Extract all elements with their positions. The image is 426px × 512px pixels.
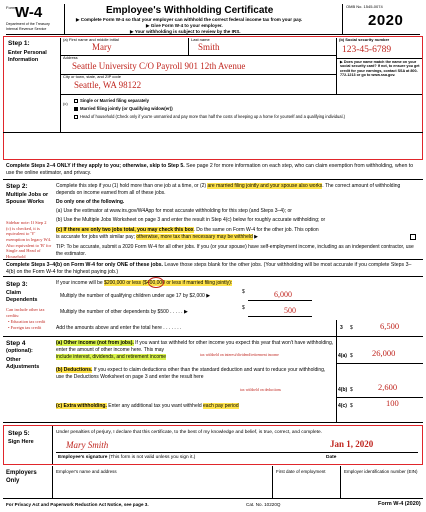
irs-label: Internal Revenue Service xyxy=(6,26,47,31)
step4c-highlight-2: each pay period xyxy=(203,403,239,409)
step3-sub: Claim Dependents xyxy=(6,290,38,304)
step2-label: Step 2: xyxy=(6,183,28,190)
step2-option-c xyxy=(56,227,418,241)
step2-p1b: . The correct amount of withholding depends on income earned from all of these jobs. xyxy=(56,183,401,196)
step3-mult-children: Multiply the number of qualifying children under age 17 by $2,000 ▶ xyxy=(60,293,211,299)
intro-steps-2-4 xyxy=(6,163,420,177)
step2-option-b: (b) Use the Multiple Jobs Worksheet on page 3 and enter the result in Step 4(c) below for roughly accurate withholding; or xyxy=(56,217,326,223)
step3-add-total: Add the amounts above and enter the total here . . . . . . . xyxy=(56,325,182,331)
opt-single-label: Single or Married filing separately xyxy=(80,98,150,104)
ssn-note: ▶ Does your name match the name on your social security card? If not, to ensure you get credit for your earnings, contact SSA at 800-772-1213 or go to www.ssa.gov. xyxy=(340,60,420,78)
step2-c2a: is accurate for jobs with similar pay; xyxy=(56,234,137,240)
step4c-dollar: $ xyxy=(350,403,353,409)
step1-sub: Enter Personal Information xyxy=(8,50,47,64)
ssn-field[interactable]: 123-45-6789 xyxy=(342,45,392,55)
step5-sub: Sign Here xyxy=(8,439,34,445)
address-field[interactable]: Seattle University C/O Payroll 901 12th Avenue xyxy=(72,61,246,71)
line-4a-number: 4(a) xyxy=(338,353,347,359)
department: Department of the Treasury xyxy=(6,22,50,26)
or-circle xyxy=(148,277,164,288)
line-4b-number: 4(b) xyxy=(338,387,348,393)
step4c-field[interactable]: 100 xyxy=(386,398,399,408)
children-amount-field[interactable]: 6,000 xyxy=(274,290,292,299)
step2-c-highlight: (c) If there are only two jobs total, you may check this box xyxy=(56,227,194,233)
step3-dollar-1: $ xyxy=(242,289,245,295)
checkbox-single[interactable] xyxy=(74,99,78,103)
header-line-2: ▶ Give Form W-4 to your employer. xyxy=(146,23,223,28)
header-line-1: ▶ Complete Form W-4 so that your employer can withhold the correct federal income tax from your pay. xyxy=(76,17,303,22)
step2-c-rest: . Do the same on Form W-4 for the other job. This option xyxy=(193,227,319,233)
line-4c-number: 4(c) xyxy=(338,403,347,409)
form-footer: Form W-4 (2020) xyxy=(378,501,421,507)
form-number: W-4 xyxy=(15,4,43,21)
step3-total-field[interactable]: 6,500 xyxy=(380,321,400,331)
filing-status-c: (c) xyxy=(63,101,68,106)
date-label: Date xyxy=(326,455,337,460)
form-header xyxy=(6,4,420,34)
employers-only-label: Employers Only xyxy=(6,470,37,484)
step4a-rest: If you want tax withheld for other income you expect this year that won't have withholding, enter the amount of other income here. This may xyxy=(56,340,334,353)
step4b-dollar: $ xyxy=(350,387,353,393)
ein-label: Employer identification number (EIN) xyxy=(344,469,418,474)
last-name-field[interactable]: Smith xyxy=(198,42,220,52)
step4b-field[interactable]: 2,600 xyxy=(378,382,398,392)
intro24-bold: Complete Steps 2–4 ONLY if they apply to you; otherwise, skip to Step 5. xyxy=(6,163,185,169)
step3-bullet-2: • Foreign tax credit xyxy=(8,325,42,330)
opt-hoh-label: Head of household (Check only if you're unmarried and pay more than half the costs of keeping up a home for yourself and a qualifying individual.) xyxy=(80,114,345,120)
step2-c2-highlight: otherwise, more tax than necessary may be withheld xyxy=(136,234,253,240)
omb-number: OMB No. 1545-0074 xyxy=(346,4,383,9)
step4a-text xyxy=(56,340,334,361)
first-date-label: First date of employment xyxy=(276,469,326,474)
step2-intro xyxy=(56,183,418,197)
ssn-label: (b) Social security number xyxy=(339,37,390,42)
step4a-highlight-2: include interest, dividends, and retirement income xyxy=(56,354,167,360)
step2-c2b: ▶ xyxy=(252,234,258,240)
step4b-highlight: (b) Deductions. xyxy=(56,367,93,373)
step2-tip: TIP: To be accurate, submit a 2020 Form W-4 for all other jobs. If you (or your spouse) have self-employment income, including as an independent contractor, use the estimator. xyxy=(56,244,414,257)
form-year: 2020 xyxy=(368,12,404,29)
step4b-rest: If you expect to claim deductions other than the standard deduction and want to reduce your withholding, use the Deductions Worksheet on page 3 and enter the result here xyxy=(56,367,326,380)
checkbox-married[interactable] xyxy=(74,107,78,111)
step2-sub: Multiple Jobs or Spouse Works xyxy=(6,192,49,206)
cat-number: Cat. No. 10220Q xyxy=(246,502,281,507)
step4a-highlight: (a) Other income (not from jobs). xyxy=(56,340,134,346)
signature-label: Employee's signature (This form is not valid unless you sign it.) xyxy=(58,455,196,460)
step3-line-a: If your income will be xyxy=(56,280,105,286)
privacy-notice: For Privacy Act and Paperwork Reduction Act Notice, see page 3. xyxy=(6,502,149,507)
step4a-dollar: $ xyxy=(350,353,353,359)
employer-name-field[interactable] xyxy=(56,476,270,496)
step2c-checkbox[interactable] xyxy=(410,234,416,240)
city-field[interactable]: Seattle, WA 98122 xyxy=(74,80,142,90)
filing-option-hoh[interactable] xyxy=(74,115,414,120)
intro34-rest: Leave those steps blank for the other jobs. (Your withholding will be most accurate if you complete Steps 3–4(b) on the Form W-4 for the highest paying job.) xyxy=(6,262,412,275)
step3-note: Can include other tax credits: xyxy=(6,307,45,318)
address-label: Address xyxy=(63,55,78,60)
step2-p1a: Complete this step if you (1) hold more than one job at a time, or (2) xyxy=(56,183,208,189)
step3-bullet-1: • Education tax credit xyxy=(8,319,46,324)
step3-label: Step 3: xyxy=(6,281,28,288)
opt-married-label: Married filing jointly (or Qualifying widow(er)) xyxy=(80,106,173,112)
step2-p1-highlight: are married filing jointly and your spouse also works xyxy=(207,183,323,189)
step1-label: Step 1: xyxy=(8,40,30,47)
intro34-bold: Complete Steps 3–4(b) on Form W-4 for only ONE of these jobs. xyxy=(6,262,163,268)
step3-income-line xyxy=(56,281,232,287)
step4c-text xyxy=(56,404,334,410)
step2-sidebar-note: Sidebar note: If Step 2 (c) is checked, it is equivalent to 'Y' exemption in legacy W4. Also equivalent to 'B' for Single and Head of Household xyxy=(6,220,52,259)
step4-label: Step 4 xyxy=(6,340,26,347)
step3-mult-dependents: Multiply the number of other dependents by $500 . . . . . ▶ xyxy=(60,309,188,315)
city-label: City or town, state, and ZIP code xyxy=(63,74,121,79)
step4-optional: (optional): xyxy=(6,348,33,354)
intro24-rest: See page 2 for more information on each step, who can claim exemption from withholding, when to use the online estimator, and privacy. xyxy=(6,163,414,176)
filing-option-married[interactable] xyxy=(74,107,173,112)
last-name-label: Last name xyxy=(191,37,210,42)
step4c-rest: Enter any additional tax you want withheld xyxy=(106,403,204,409)
step3-dollar-2: $ xyxy=(242,305,245,311)
first-name-field[interactable]: Mary xyxy=(92,42,112,52)
filing-option-single[interactable] xyxy=(74,99,149,104)
step4b-text xyxy=(56,367,334,381)
step4c-highlight: (c) Extra withholding. xyxy=(56,403,107,409)
step3-dollar-3: $ xyxy=(350,325,353,331)
header-line-3: ▶ Your withholding is subject to review by the IRS. xyxy=(130,29,241,34)
employer-name-label: Employer's name and address xyxy=(56,469,117,474)
step4-sub: Other Adjustments xyxy=(6,357,40,371)
first-name-label: (a) First name and middle initial xyxy=(63,37,119,42)
date-field[interactable]: Jan 1, 2020 xyxy=(330,439,374,449)
dependents-amount-field[interactable]: 500 xyxy=(284,306,296,315)
step5-label: Step 5: xyxy=(8,430,30,437)
signature-field[interactable]: Mary Smith xyxy=(66,440,109,450)
form-title: Employee's Withholding Certificate xyxy=(106,5,274,16)
perjury-statement: Under penalties of perjury, I declare that this certificate, to the best of my knowledge and belief, is true, correct, and complete. xyxy=(56,430,323,435)
step4a-annotation: tax withheld on interest/dividend/retirement income xyxy=(200,353,279,357)
checkbox-hoh[interactable] xyxy=(74,115,78,119)
line-3-number: 3 xyxy=(340,325,343,331)
form-word: Form xyxy=(6,5,16,10)
step3-income-highlight: $200,000 or less ($400,000 or less if married filing jointly): xyxy=(104,280,233,286)
step2-only-one: Do only one of the following. xyxy=(56,199,125,205)
intro-steps-3-4 xyxy=(6,262,420,276)
step2-option-a: (a) Use the estimator at www.irs.gov/W4App for most accurate withholding for this step (and Steps 3–4); or xyxy=(56,208,292,214)
step4b-annotation: tax withheld on deductions xyxy=(240,388,282,392)
step4a-field[interactable]: 26,000 xyxy=(372,348,396,358)
